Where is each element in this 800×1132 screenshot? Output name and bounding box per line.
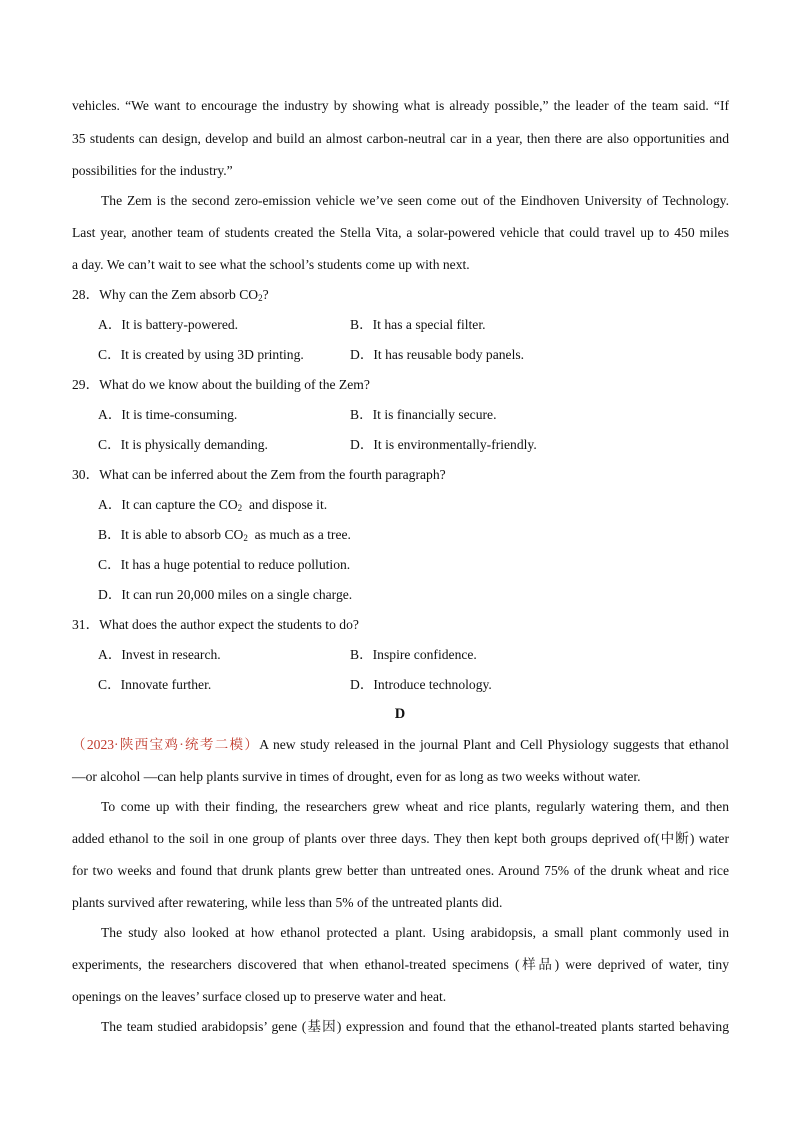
passage-d-line-6: plants survived after rewatering, while less than 5% of the untreated plants did.	[72, 895, 503, 910]
passage-c-line-5: Last year, another team of students created the Stella Vita, a solar-powered vehicle that could travel up to 450 miles	[72, 225, 729, 240]
passage-d-line-8: experiments, the researchers discovered that when ethanol-treated specimens (样品) were deprived of water, tiny	[72, 957, 729, 972]
passage-c-line-6: a day. We can’t wait to see what the school’s students come up with next.	[72, 257, 470, 272]
q30-option-c: C．It has a huge potential to reduce pollution.	[98, 557, 351, 572]
passage-c-line-3: possibilities for the industry.”	[72, 163, 233, 178]
passage-d-line-3: To come up with their finding, the researchers grew wheat and rice plants, regularly watering them, and then	[101, 799, 729, 814]
source-tag: （2023·陕西宝鸡·统考二模）	[72, 737, 260, 752]
question-30-stem: 30．What can be inferred about the Zem from the fourth paragraph?	[72, 467, 446, 482]
q30-option-a: A．It can capture the $CO_2$ and dispose it.	[98, 497, 328, 513]
passage-c-line-2: 35 students can design, develop and build an almost carbon-neutral car in a year, then there are also opportunities and	[72, 131, 729, 146]
q31-option-a: A．Invest in research.	[98, 647, 221, 662]
q30-option-b: B．It is able to absorb $CO_2$ as much as a tree.	[98, 527, 351, 543]
question-29-stem: 29．What do we know about the building of the Zem?	[72, 377, 370, 392]
passage-d-line-2: —or alcohol —can help plants survive in times of drought, even for as long as two weeks without water.	[72, 769, 641, 784]
question-31-stem: 31．What does the author expect the students to do?	[72, 617, 359, 632]
q29-option-b: B．It is financially secure.	[350, 407, 497, 422]
q31-option-d: D．Introduce technology.	[350, 677, 492, 692]
passage-d-line-9: openings on the leaves’ surface closed up to preserve water and heat.	[72, 989, 447, 1004]
q28-option-c: C．It is created by using 3D printing.	[98, 347, 304, 362]
q31-option-b: B．Inspire confidence.	[350, 647, 477, 662]
passage-d-line-1: （2023·陕西宝鸡·统考二模）A new study released in the journal Plant and Cell Physiology suggests that ethanol	[72, 737, 729, 752]
passage-c-line-1: vehicles. “We want to encourage the industry by showing what is already possible,” the leader of the team said. “If	[72, 98, 729, 113]
passage-d-line-5: for two weeks and found that drunk plants grew better than untreated ones. Around 75% of the drunk wheat and rice	[72, 863, 729, 878]
q29-option-d: D．It is environmentally-friendly.	[350, 437, 537, 452]
q28-option-a: A．It is battery-powered.	[98, 317, 239, 332]
passage-c-line-4: The Zem is the second zero-emission vehicle we’ve seen come out of the Eindhoven University of Technology.	[101, 193, 729, 208]
q29-option-c: C．It is physically demanding.	[98, 437, 268, 452]
passage-d-line-4: added ethanol to the soil in one group of plants over three days. They then kept both groups deprived of(中断) water	[72, 831, 729, 846]
question-28-stem: 28．Why can the Zem absorb $CO_2$?	[72, 287, 269, 303]
q30-option-d: D．It can run 20,000 miles on a single charge.	[98, 587, 353, 602]
passage-d-line-7: The study also looked at how ethanol protected a plant. Using arabidopsis, a small plant commonly used in	[101, 925, 729, 940]
q28-option-b: B．It has a special filter.	[350, 317, 486, 332]
q29-option-a: A．It is time-consuming.	[98, 407, 238, 422]
q31-option-c: C．Innovate further.	[98, 677, 212, 692]
q28-option-d: D．It has reusable body panels.	[350, 347, 525, 362]
passage-d-line-10: The team studied arabidopsis’ gene (基因) expression and found that the ethanol-treated plants started behaving	[101, 1019, 729, 1034]
passage-d-heading: D	[394, 706, 406, 722]
